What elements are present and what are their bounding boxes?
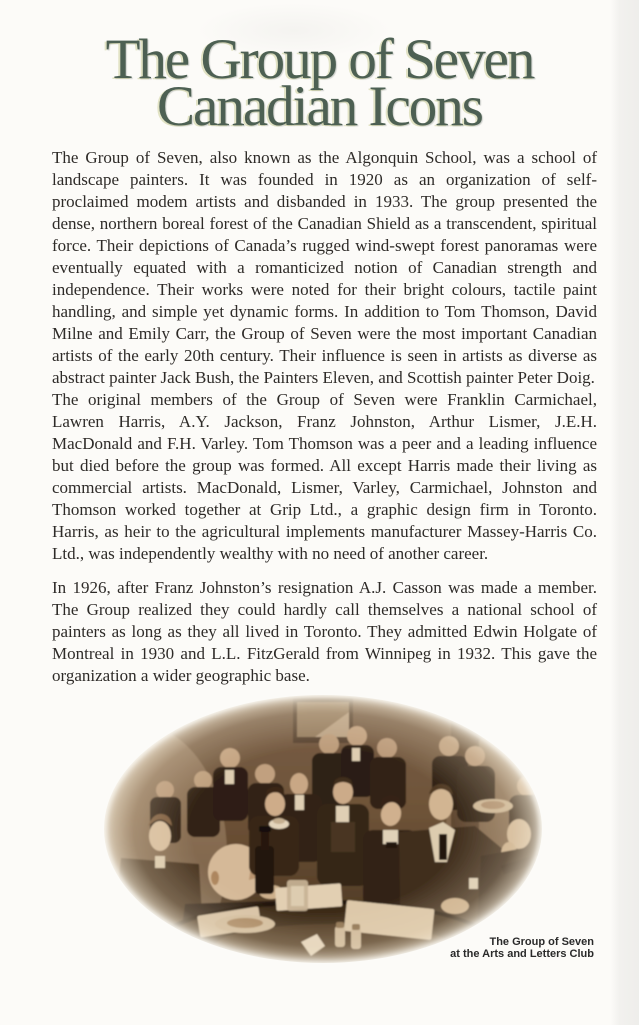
paragraph-overview: The Group of Seven, also known as the Algonquin School, was a school of landscape painters. It was founded in 1920 as an organization of self-proclaimed modem artists and disbanded in 1933. The group presented the dense, northern boreal forest of the Canadian Shield as a transcendent, spiritual force. Their depictions of Canada’s rugged wind-swept forest panoramas were eventually equated with a romanticized notion of Canadian strength and independence. Their works were noted for their bright colours, tactile paint handling, and simple yet dynamic forms. In addition to Tom Thomson, David Milne and Emily Carr, the Group of Seven were the most important Canadian artists of the early 20th century. Their influence is seen in artists as diverse as abstract painter Jack Bush, the Painters Eleven, and Scottish painter Peter Doig. — [52, 148, 597, 387]
photo-caption-line-2: at the Arts and Letters Club — [450, 948, 594, 960]
group-photo — [103, 694, 543, 965]
title-line-1: The Group of Seven — [105, 28, 534, 91]
group-photo-illustration — [103, 694, 543, 965]
photo-caption — [450, 936, 594, 960]
paragraph-original-members: The original members of the Group of Seven were Franklin Carmichael, Lawren Harris, A.Y. Jackson, Franz Johnston, Arthur Lismer, J.E.H. MacDonald and F.H. Varley. Tom Thomson was a peer and a leading influence but died before the group was formed. All except Harris made their living as commercial artists. MacDonald, Lismer, Varley, Carmichael, Johnston and Thomson worked together at Grip Ltd., a graphic design firm in Toronto. Harris, as heir to the agricultural implements manufacturer Massey-Harris Co. Ltd., was independently wealthy with no need of another career. — [52, 390, 597, 563]
title-line-2: Canadian Icons — [157, 75, 482, 138]
page-title — [0, 28, 639, 138]
article-body — [52, 147, 597, 687]
paragraph-expansion: In 1926, after Franz Johnston’s resignation A.J. Casson was made a member. The Group realized they could hardly call themselves a national school of painters as long as they all lived in Toronto. They admitted Edwin Holgate of Montreal in 1930 and L.L. FitzGerald from Winnipeg in 1932. This gave the organization a wider geographic base. — [52, 578, 597, 685]
photo-caption-line-1: The Group of Seven — [489, 936, 594, 948]
